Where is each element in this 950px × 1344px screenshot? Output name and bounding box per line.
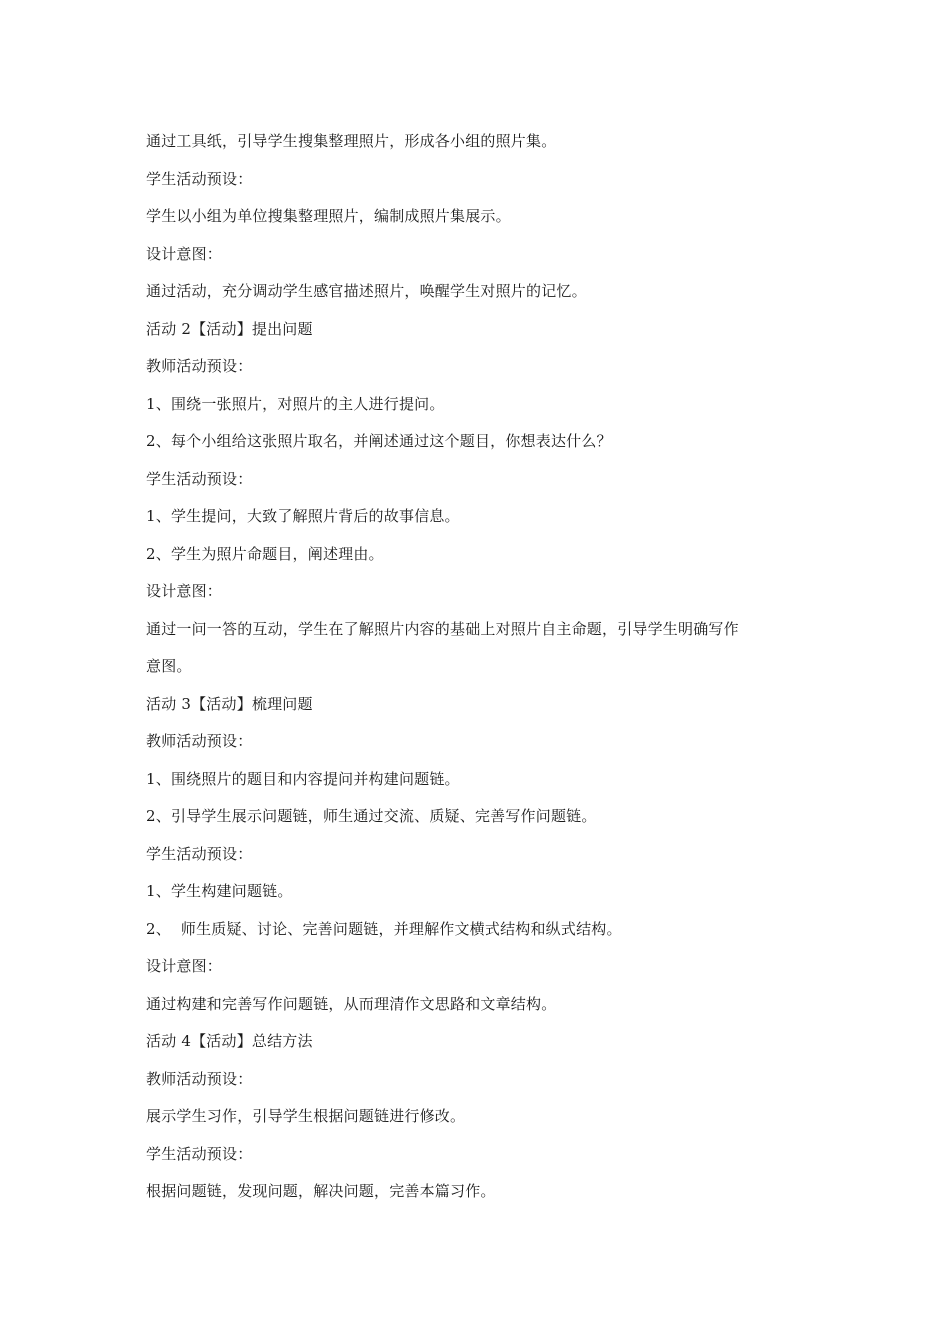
body-paragraph: 通过构建和完善写作问题链，从而理清作文思路和文章结构。: [146, 994, 557, 1013]
activity-heading: 活动 4【活动】总结方法: [146, 1032, 313, 1050]
body-paragraph: 学生以小组为单位搜集整理照片，编制成照片集展示。: [146, 207, 511, 225]
body-paragraph: 根据问题链，发现问题，解决问题，完善本篇习作。: [146, 1182, 496, 1200]
activity-heading: 活动 3【活动】梳理问题: [146, 694, 313, 713]
body-paragraph: 展示学生习作，引导学生根据问题链进行修改。: [146, 1107, 466, 1125]
body-paragraph: 通过工具纸，引导学生搜集整理照片，形成各小组的照片集。: [146, 132, 557, 150]
document-body: [146, 123, 826, 1211]
section-label: 设计意图：: [146, 582, 223, 600]
body-paragraph: 通过活动，充分调动学生感官描述照片，唤醒学生对照片的记忆。: [146, 282, 587, 300]
section-label: 教师活动预设：: [146, 1069, 253, 1088]
list-item: 1、围绕照片的题目和内容提问并构建问题链。: [146, 769, 460, 788]
section-label: 学生活动预设：: [146, 844, 253, 863]
section-label: 教师活动预设：: [146, 732, 253, 750]
list-item: 2、 师生质疑、讨论、完善问题链，并理解作文横式结构和纵式结构。: [146, 919, 622, 938]
list-item: 1、围绕一张照片，对照片的主人进行提问。: [146, 394, 445, 413]
list-item: 1、学生提问，大致了解照片背后的故事信息。: [146, 507, 460, 525]
section-label: 设计意图：: [146, 244, 223, 263]
list-item: 1、学生构建问题链。: [146, 882, 293, 900]
list-item: 2、每个小组给这张照片取名，并阐述通过这个题目，你想表达什么？: [146, 432, 612, 450]
body-paragraph-continuation: 意图。: [146, 657, 192, 675]
section-label: 学生活动预设：: [146, 169, 253, 188]
list-item: 2、引导学生展示问题链，师生通过交流、质疑、完善写作问题链。: [146, 807, 597, 825]
list-item: 2、学生为照片命题目，阐述理由。: [146, 544, 384, 563]
body-paragraph: 通过一问一答的互动，学生在了解照片内容的基础上对照片自主命题，引导学生明确写作: [146, 619, 739, 638]
section-label: 设计意图：: [146, 957, 223, 975]
section-label: 学生活动预设：: [146, 469, 253, 488]
section-label: 教师活动预设：: [146, 357, 253, 375]
section-label: 学生活动预设：: [146, 1144, 253, 1163]
activity-heading: 活动 2【活动】提出问题: [146, 319, 313, 338]
